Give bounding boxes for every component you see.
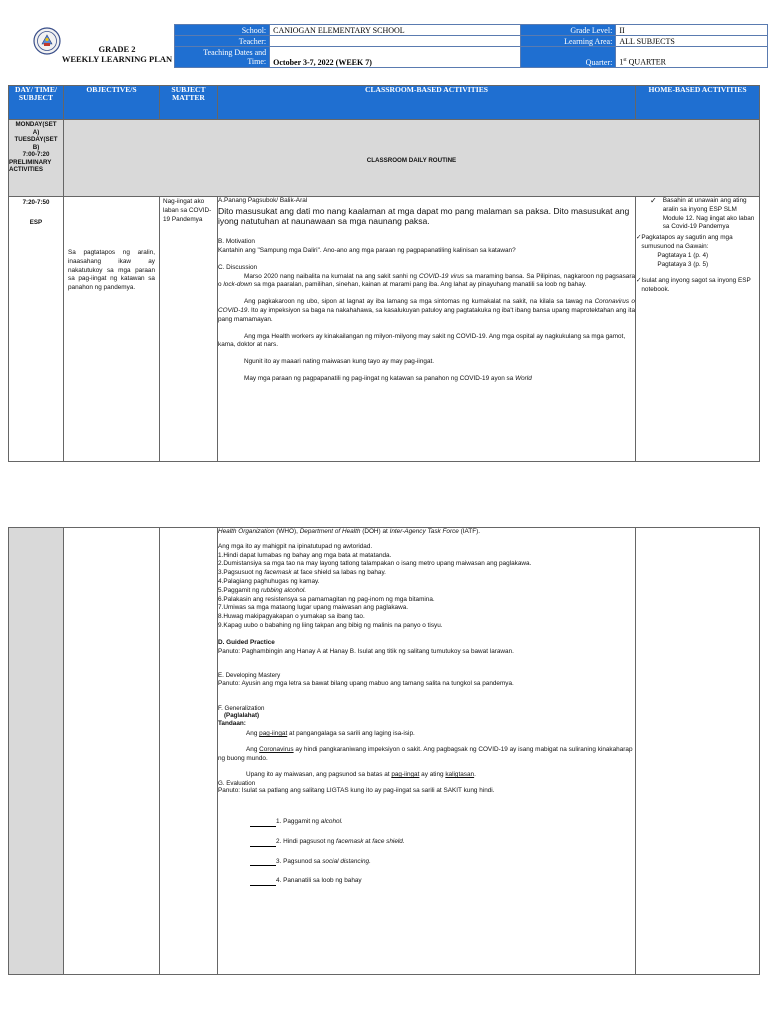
section-a-title: A.Panang Pagsubok/ Balik-Aral xyxy=(218,197,308,204)
esp-day-cell xyxy=(9,197,64,462)
discussion-paragraph-4: Ngunit ito ay maaari nating maiwasan kung tayo ay may pag-iingat. xyxy=(244,358,435,366)
routine-label-cell xyxy=(64,120,760,197)
discussion-paragraph-5: May mga paraan ng pagpapanatili ng pag-iingat ng katawan sa panahon ng COVID-19 ayon sa World xyxy=(244,374,532,382)
weekly-plan-table-continued xyxy=(8,527,760,975)
section-g-text: Panuto: Isulat sa patlang ang salitang LIGTAS kung ito ay pag-iingat sa sarili at SAKIT kung hindi. xyxy=(218,787,495,795)
rules-list xyxy=(218,552,635,631)
section-f-title: F. Generalization xyxy=(218,704,265,712)
cont-subject-matter-cell xyxy=(160,528,218,975)
routine-row xyxy=(9,120,760,197)
plan-title-block xyxy=(58,44,176,64)
rule-item: 1.Hindi dapat lumabas ng bahay ang mga bata at matatanda. xyxy=(218,551,392,559)
grade-level-value: II xyxy=(616,25,768,36)
classroom-daily-routine-label: CLASSROOM DAILY ROUTINE xyxy=(366,157,457,164)
school-label: School: xyxy=(175,25,270,36)
rule-item: 6.Palakasin ang resistensya sa pamamagitan ng pag-inom ng mga bitamina. xyxy=(218,595,435,603)
teacher-value xyxy=(270,36,521,47)
discussion-paragraph-2: Ang pagkakaroon ng ubo, sipon at lagnat ay iba lamang sa mga sintomas ng kumakalat na sakit, na kilala sa tawag na Coronavirus o COVID-19. Ito ay impeksiyon sa baga na nakahahawa, sa kasalukuyan patuloy ang pagtatakuka ng iba't ibang bansa upang maprotektahan ang ita pang mamamayan. xyxy=(218,298,635,323)
rule-item: 5.Paggamit ng rubbing alcohol. xyxy=(218,586,307,594)
evaluation-item: 3. Pagsunod sa social distancing. xyxy=(250,858,635,867)
cont-classroom-cell xyxy=(218,528,636,975)
rule-item: 3.Pagsusuot ng facemask at face shield sa labas ng bahay. xyxy=(218,569,386,577)
dates-value: October 3-7, 2022 (WEEK 7) xyxy=(270,47,521,68)
discussion-paragraph-3: Ang mga Health workers ay kinakailangan ng milyon-milyong may sakit ng COVID-19. Ang mga ospital ay nagkukulang sa mga gamot, kama, doktor at nars. xyxy=(218,332,626,349)
section-b-title: B. Motivation xyxy=(218,238,255,246)
cont-day-cell xyxy=(9,528,64,975)
section-e-text: Panuto: Ayusin ang mga letra sa bawat bilang upang mabuo ang tamang salita na tungkol sa pandemya. xyxy=(218,679,514,687)
grade-level-label: Grade Level: xyxy=(521,25,616,36)
rule-item: 4.Palagiang paghuhugas ng kamay. xyxy=(218,577,320,585)
check-mark-icon: ✓ xyxy=(650,196,657,205)
teacher-label: Teacher: xyxy=(175,36,270,47)
generalization-2: Ang Coronavirus ay hindi pangkaraniwang impeksiyon o sakit. Ang pagbagsak ng COVID-19 ay isang mabigat na suliraning kinakaharap ng buong mundo. xyxy=(218,746,633,763)
esp-row xyxy=(9,197,760,462)
generalization-3: Upang ito ay maiwasan, ang pagsunod sa batas at pag-iingat ay ating kaligtasan. xyxy=(246,770,476,778)
rule-item: 2.Dumistansiya sa mga tao na may layong tatlong talampakan o isang metro upang maiwasan ang paglakawa. xyxy=(218,560,532,568)
section-e-title: E. Developing Mastery xyxy=(218,672,281,680)
rules-intro: Ang mga ito ay mahigpit na ipinatutupad ng awtoridad. xyxy=(218,542,373,550)
rule-item: 9.Kapag uubo o babahing ng liing takpan ang bibig ng malinis na panyo o tisyu. xyxy=(218,621,443,629)
section-b-text: Kantahin ang "Sampung mga Daliri". Ano-ano ang mga paraan ng pagpapanatiling kalinisan sa katawan? xyxy=(218,247,516,254)
col-day-time-subject: DAY/ TIME/ SUBJECT xyxy=(9,86,64,120)
esp-subject: ESP xyxy=(29,218,43,226)
esp-time: 7:20-7:50 xyxy=(22,199,50,206)
continued-source-line: Health Organization (WHO), Department of Health (DOH) at Inter-Agency Task Force (IATF). xyxy=(218,528,481,535)
learning-area-label: Learning Area: xyxy=(521,36,616,47)
evaluation-item: 2. Hindi pagsusot ng facemask at face shield. xyxy=(250,838,635,847)
home-task-1: ✓ Basahin at unawain ang ating aralin sa inyong ESP SLM Module 12. Nag iingat ako laban sa Covid-19 Pandemya xyxy=(650,196,755,231)
esp-subject-matter-cell xyxy=(160,197,218,462)
section-g-title: G. Evaluation xyxy=(218,779,256,787)
section-d-text: Panuto: Paghambingin ang Hanay A at Hanay B. Isulat ang titik ng salitang tumutukoy sa bawat larawan. xyxy=(218,647,514,655)
col-home-activities: HOME-BASED ACTIVITIES xyxy=(636,86,760,120)
cont-home-cell xyxy=(636,528,760,975)
plan-title: WEEKLY LEARNING PLAN xyxy=(61,54,173,64)
esp-objective-text: Sa pagtatapos ng aralin, inaasahang ikaw ay nakatutukoy sa mga paraan sa pag-iingat ng katawan sa panahon ng pandemya. xyxy=(68,249,155,292)
header-info-table xyxy=(174,24,768,68)
check-mark-icon: ✓ xyxy=(636,277,642,285)
evaluation-list xyxy=(218,818,635,886)
cont-objective-cell xyxy=(64,528,160,975)
evaluation-item: 4. Pananatili sa loob ng bahay xyxy=(250,877,635,886)
col-subject-matter: SUBJECT MATTER xyxy=(160,86,218,120)
school-value: CANIOGAN ELEMENTARY SCHOOL xyxy=(270,25,521,36)
deped-seal-logo xyxy=(33,27,61,55)
evaluation-item: 1. Paggamit ng alcohol. xyxy=(250,818,635,827)
learning-area-value: ALL SUBJECTS xyxy=(616,36,768,47)
routine-day-cell: MONDAY(SET A) TUESDAY(SET B) 7:00-7:20 PRELIMINARY ACTIVITIES xyxy=(9,120,64,197)
weekly-plan-table xyxy=(8,85,760,462)
quarter-label: Quarter: xyxy=(521,47,616,68)
rule-item: 8.Huwag makipagyakapan o yumakap sa ibang tao. xyxy=(218,613,365,621)
section-d-title: D. Guided Practice xyxy=(218,638,275,646)
col-objectives: OBJECTIVE/S xyxy=(64,86,160,120)
tandaan-label: Tandaan: xyxy=(218,719,246,727)
col-classroom-activities: CLASSROOM-BASED ACTIVITIES xyxy=(218,86,636,120)
rule-item: 7.Umiwas sa mga mataong lugar upang maiwasan ang paglakawa. xyxy=(218,604,409,612)
section-a-text: Dito masusukat ang dati mo nang kaalaman at mga dapat mo pang malaman sa paksa. Dito masusukat ang iyong natutuhan at naunawaan sa mga naunang paksa. xyxy=(218,205,630,226)
discussion-paragraph-1: Marso 2020 nang naibalita na kumalat na ang sakit sanhi ng COVID-19 virus sa maraming bansa. Sa Pilipinas, nagkaroon ng pagsasara o lock-down sa mga paaralan, pamilihan, sinehan, kainan at marami pang iba. Ang lahat ay pinayuhang manatili sa loob ng bahay. xyxy=(218,272,635,289)
dates-label: Teaching Dates and Time: xyxy=(175,47,270,68)
home-task-2: ✓ Pagkatapos ay sagutin ang mga sumusunod na Gawain: Pagtataya 1 (p. 4) Pagtataya 3 (p. 5) xyxy=(636,234,733,268)
esp-objective-cell xyxy=(64,197,160,462)
esp-classroom-cell xyxy=(218,197,636,462)
home-task-3: ✓ Isulat ang inyong sagot sa inyong ESP notebook. xyxy=(636,277,751,294)
grade-title: GRADE 2 xyxy=(98,44,136,54)
esp-subject-matter-text: Nag-iingat ako laban sa COVID-19 Pandemya xyxy=(163,198,212,223)
check-mark-icon: ✓ xyxy=(636,234,642,242)
generalization-1: Ang pag-iingat at pangangalaga sa sarili ang laging isa-isip. xyxy=(246,730,415,738)
esp-home-cell xyxy=(636,197,760,462)
section-f-sub: (Paglalahat) xyxy=(224,712,260,720)
section-c-title: C. Discussion xyxy=(218,263,258,271)
quarter-value: 1st QUARTER xyxy=(616,47,768,68)
